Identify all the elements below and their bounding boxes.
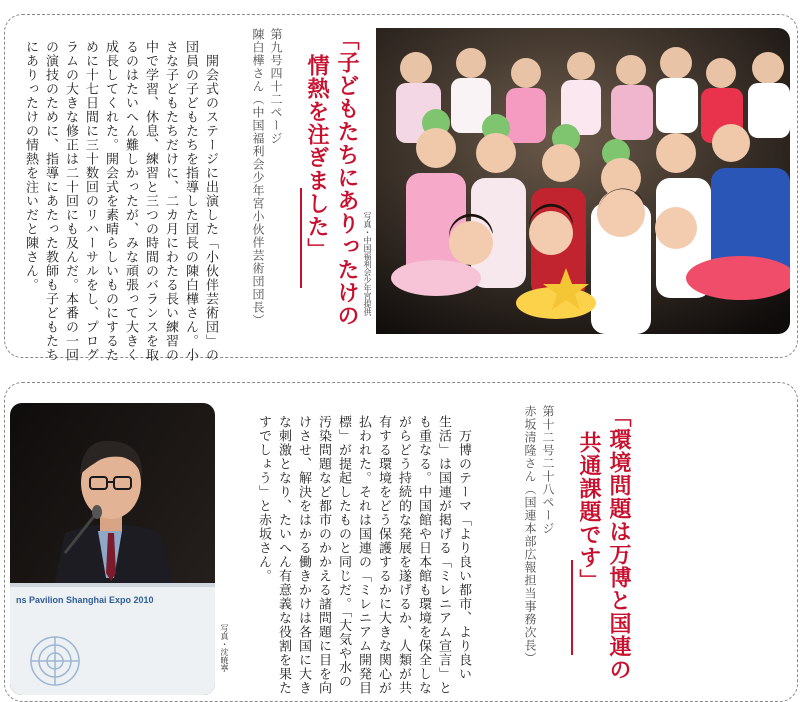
headline-rule-children bbox=[300, 188, 302, 288]
photo-speaker bbox=[10, 403, 215, 695]
body-text-children: 開会式のステージに出演した「小伙伴芸術団」の 団員の子どもたちを指導した団長の陳白樺さん。小 さな子どもたちだけに、二カ月にわたる長い練習の 中で学習、休息、練習と三つの時間のバランスを取 るのはたいへん難しかったが、みな頑張って大きく 成長してくれた。開会式を素晴らしいものにするた めに十七日間に三十数回のリハーサルをし、プログ ラムの大きな修正は二十回にも及んだ。本番の一回 の演技のために、指導にあたった教師も子どもたち にありったけの情熱を注いだと陳さん。 bbox=[23, 40, 218, 362]
lectern-banner-text: ns Pavilion Shanghai Expo 2010 bbox=[16, 595, 154, 605]
headline-environment: 「環境問題は万博と国連の 共通課題です」 bbox=[576, 405, 631, 681]
person-children: 陳白樺さん（中国福利会少年宮小伙伴芸術団団長） bbox=[251, 28, 265, 327]
headline-children: 「子どもたちにありったけの 情熱を注ぎました」 bbox=[304, 28, 359, 327]
headline-rule-environment bbox=[571, 560, 573, 655]
issue-ref-environment: 第十二号二十八ページ bbox=[541, 405, 555, 535]
photo-credit-performers: 写真・中国福利会少年宮提供 bbox=[363, 212, 372, 316]
body-text-environment: 万博のテーマ「より良い都市、より良い 生活」は国連が掲げる「ミレニアム宣言」と も重なる。中国館や日本館も環境を保全しな がらどう持続的な発展を遂げるか、人類が共 有する環境をどう保護するかに大きな関心が 払われた。それは国連の「ミレニアム開発目 標」が提起したものと同じだ。「大気や水の 汚染問題など都市のかかえる諸問題に目を向 けさせ、解決をはかる働きかけは各国に大き な刺激となり、たいへん有意義な役割を果た すでしょう」と赤坂さん。 bbox=[256, 415, 471, 695]
issue-ref-children: 第九号四十二ページ bbox=[269, 28, 283, 145]
photo-credit-speaker: 写真・沈暁寧 bbox=[220, 624, 229, 672]
person-environment: 赤坂清隆さん（国連本部広報担当事務次長） bbox=[523, 405, 537, 665]
photo-performers bbox=[376, 28, 790, 334]
